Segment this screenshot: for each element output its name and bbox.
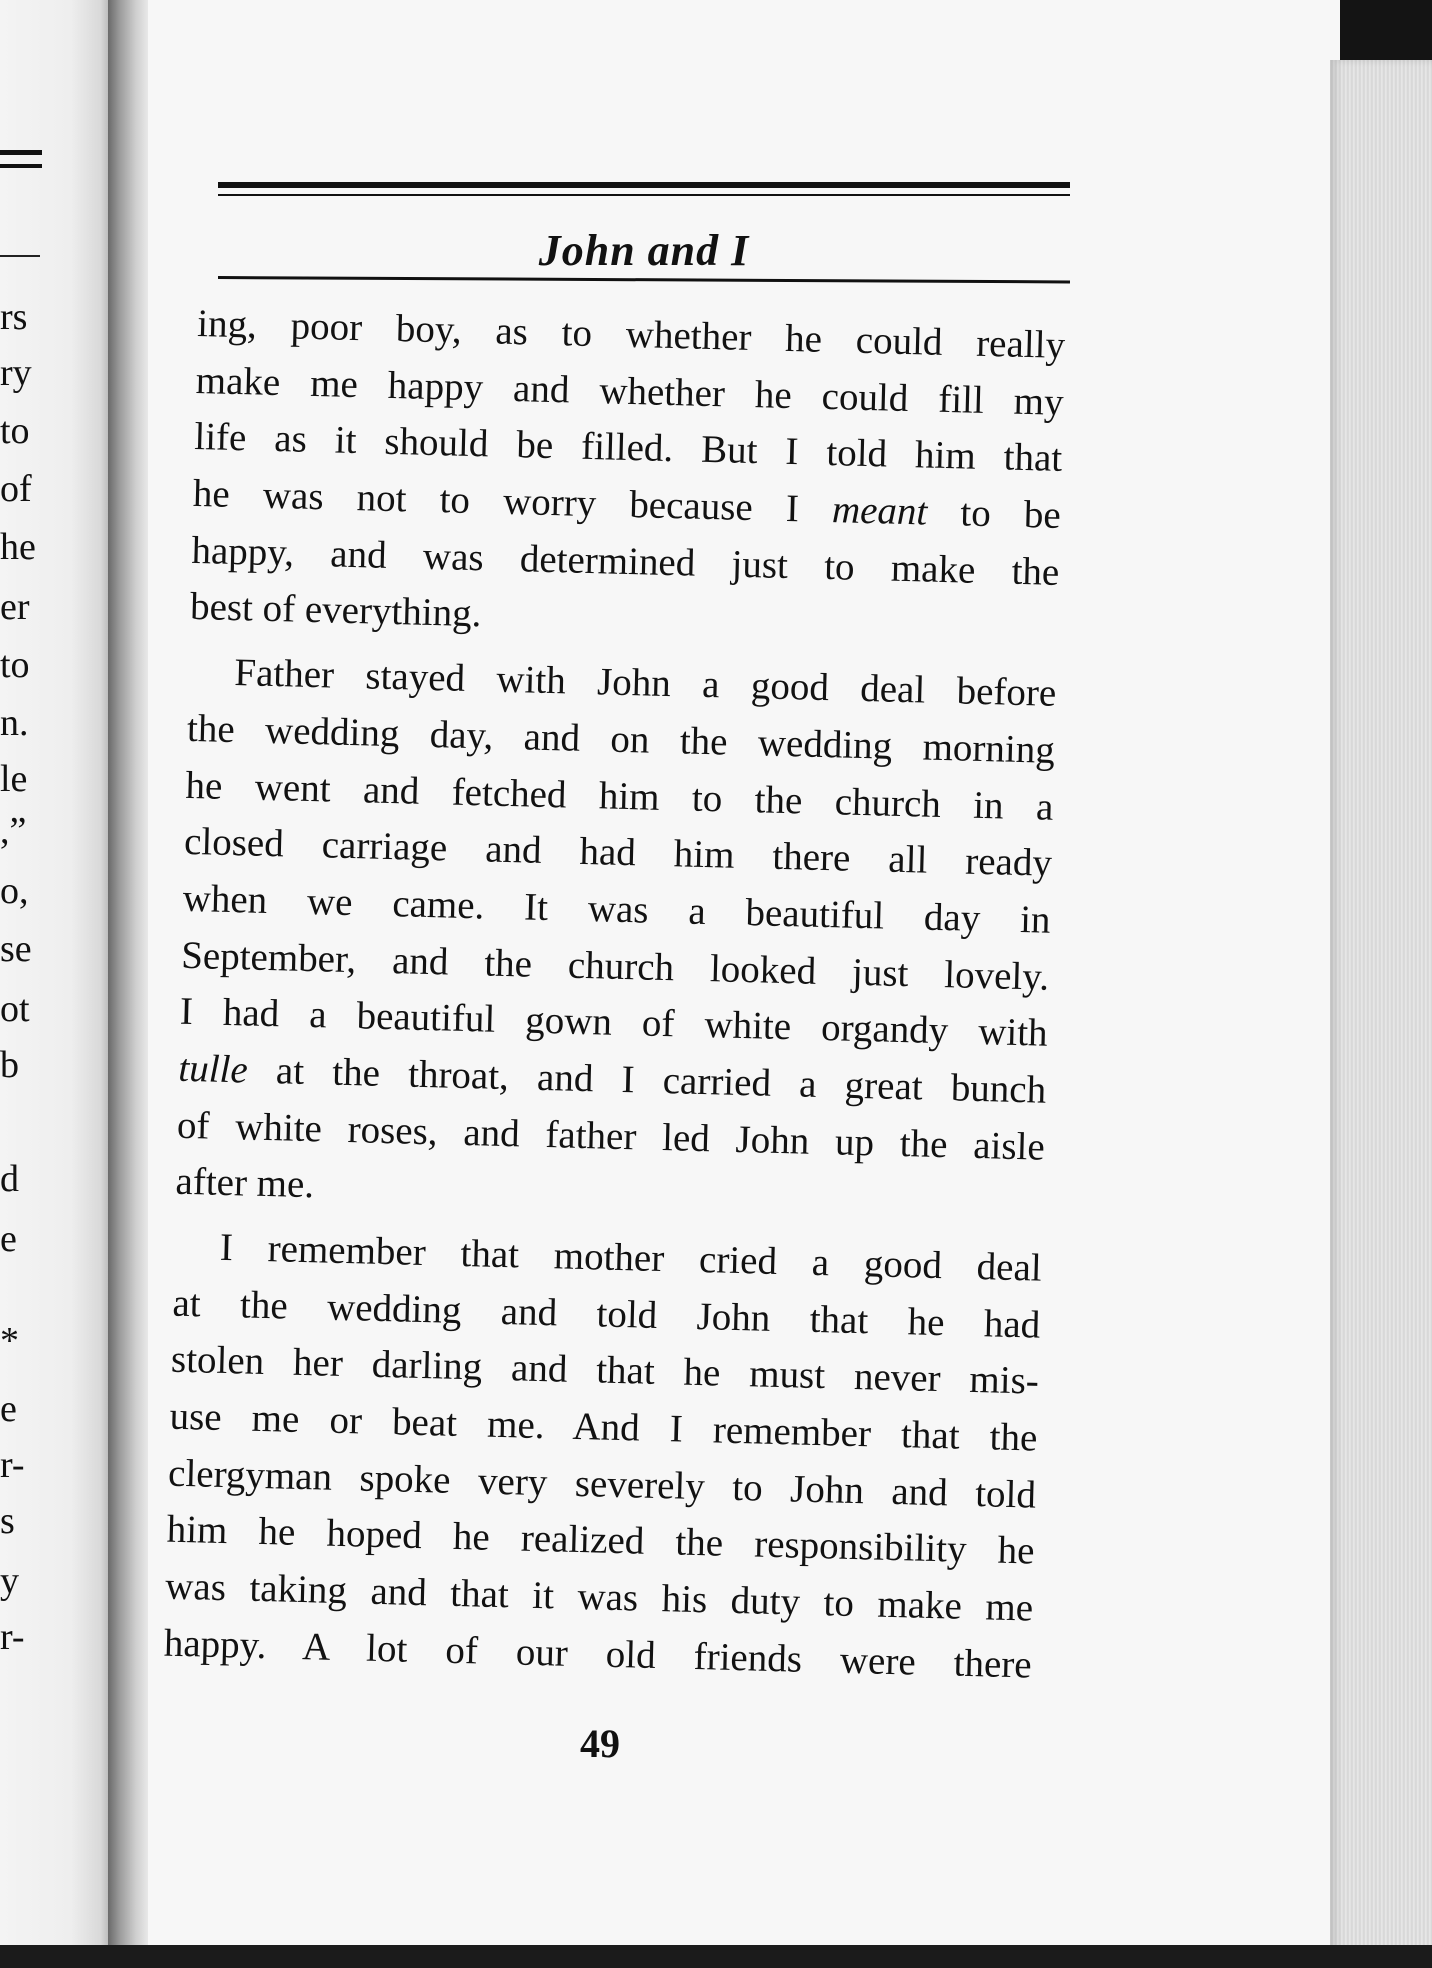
italic-word: meant xyxy=(831,488,928,534)
left-page-fragment: d xyxy=(0,1158,19,1200)
page-edges xyxy=(1330,60,1432,1968)
running-head: John and I xyxy=(538,226,750,275)
left-page-fragment: he xyxy=(0,526,36,568)
text-segment: at the throat, and I carried a great bunch xyxy=(247,1048,1047,1112)
page-number: 49 xyxy=(580,1721,620,1766)
text-line: when we came. It was a beautiful day in xyxy=(182,876,1052,942)
left-page-fragment: o, xyxy=(0,870,29,912)
body-text xyxy=(163,296,1066,1694)
left-page-fragment: n. xyxy=(0,702,29,744)
left-page-fragment: ry xyxy=(0,352,32,394)
text-line: life as it should be filled. But I told him that xyxy=(193,415,1063,481)
left-page-fragment: le xyxy=(0,758,28,800)
left-page-fragment: ot xyxy=(0,988,30,1030)
left-page-fragment: r- xyxy=(0,1616,25,1658)
text-line: ing, poor boy, as to whether he could really xyxy=(196,301,1066,367)
left-page-fragment: of xyxy=(0,468,32,510)
text-line: him he hoped he realized the responsibility he xyxy=(166,1508,1036,1573)
left-page-fragment: to xyxy=(0,644,30,686)
left-facing-page xyxy=(0,0,118,1968)
text-line: happy. A lot of our old friends were there xyxy=(163,1621,1033,1687)
header-rule-thick xyxy=(218,182,1070,188)
text-line: stolen her darling and that he must never mis- xyxy=(170,1338,1040,1403)
text-line: he went and fetched him to the church in a xyxy=(185,763,1054,829)
left-page-fragment: rs xyxy=(0,296,28,338)
left-page-fragment: e xyxy=(0,1218,17,1260)
left-page-fragment: er xyxy=(0,586,30,628)
text-line: clergyman spoke very severely to John and told xyxy=(167,1451,1037,1517)
text-line: of white roses, and father led John up the aisle xyxy=(176,1103,1046,1169)
text-line: at the wedding and told John that he had xyxy=(171,1281,1041,1347)
text-line: make me happy and whether he could fill my xyxy=(195,358,1065,424)
text-line: use me or beat me. And I remember that the xyxy=(169,1394,1038,1460)
left-page-fragment: * xyxy=(0,1320,19,1362)
left-page-fragment: se xyxy=(0,928,32,970)
italic-word: tulle xyxy=(177,1046,249,1092)
text-line: closed carriage and had him there all ready xyxy=(183,820,1053,885)
left-page-rule xyxy=(0,150,42,155)
gutter-shadow xyxy=(108,0,148,1968)
text-line: I remember that mother cried a good deal xyxy=(219,1225,1043,1290)
text-segment: he was not to worry because I xyxy=(192,472,833,532)
left-page-fragment: e xyxy=(0,1388,17,1430)
text-line: Father stayed with John a good deal before xyxy=(233,651,1057,715)
text-segment: to be xyxy=(926,490,1062,537)
text-line: best of everything. xyxy=(189,585,482,636)
left-page-rule xyxy=(0,255,40,257)
header-rule-thin xyxy=(218,194,1070,196)
text-line: happy, and was determined just to make the xyxy=(191,528,1060,594)
text-line: I had a beautiful gown of white organdy with xyxy=(179,990,1049,1055)
text-line: September, and the church looked just lovely. xyxy=(180,933,1050,999)
left-page-rule xyxy=(0,164,42,168)
left-page-fragment: s xyxy=(0,1500,15,1542)
text-line: the wedding day, and on the wedding morning xyxy=(186,706,1056,772)
background-edge xyxy=(0,1945,1432,1968)
left-page-fragment: to xyxy=(0,410,30,452)
left-page-fragment: y xyxy=(0,1560,19,1602)
left-page-fragment: ,” xyxy=(0,810,27,852)
left-page-fragment: r- xyxy=(0,1444,25,1486)
text-line: was taking and that it was his duty to make me xyxy=(164,1564,1034,1630)
left-page-fragment: b xyxy=(0,1044,19,1086)
text-line: after me. xyxy=(175,1160,315,1207)
